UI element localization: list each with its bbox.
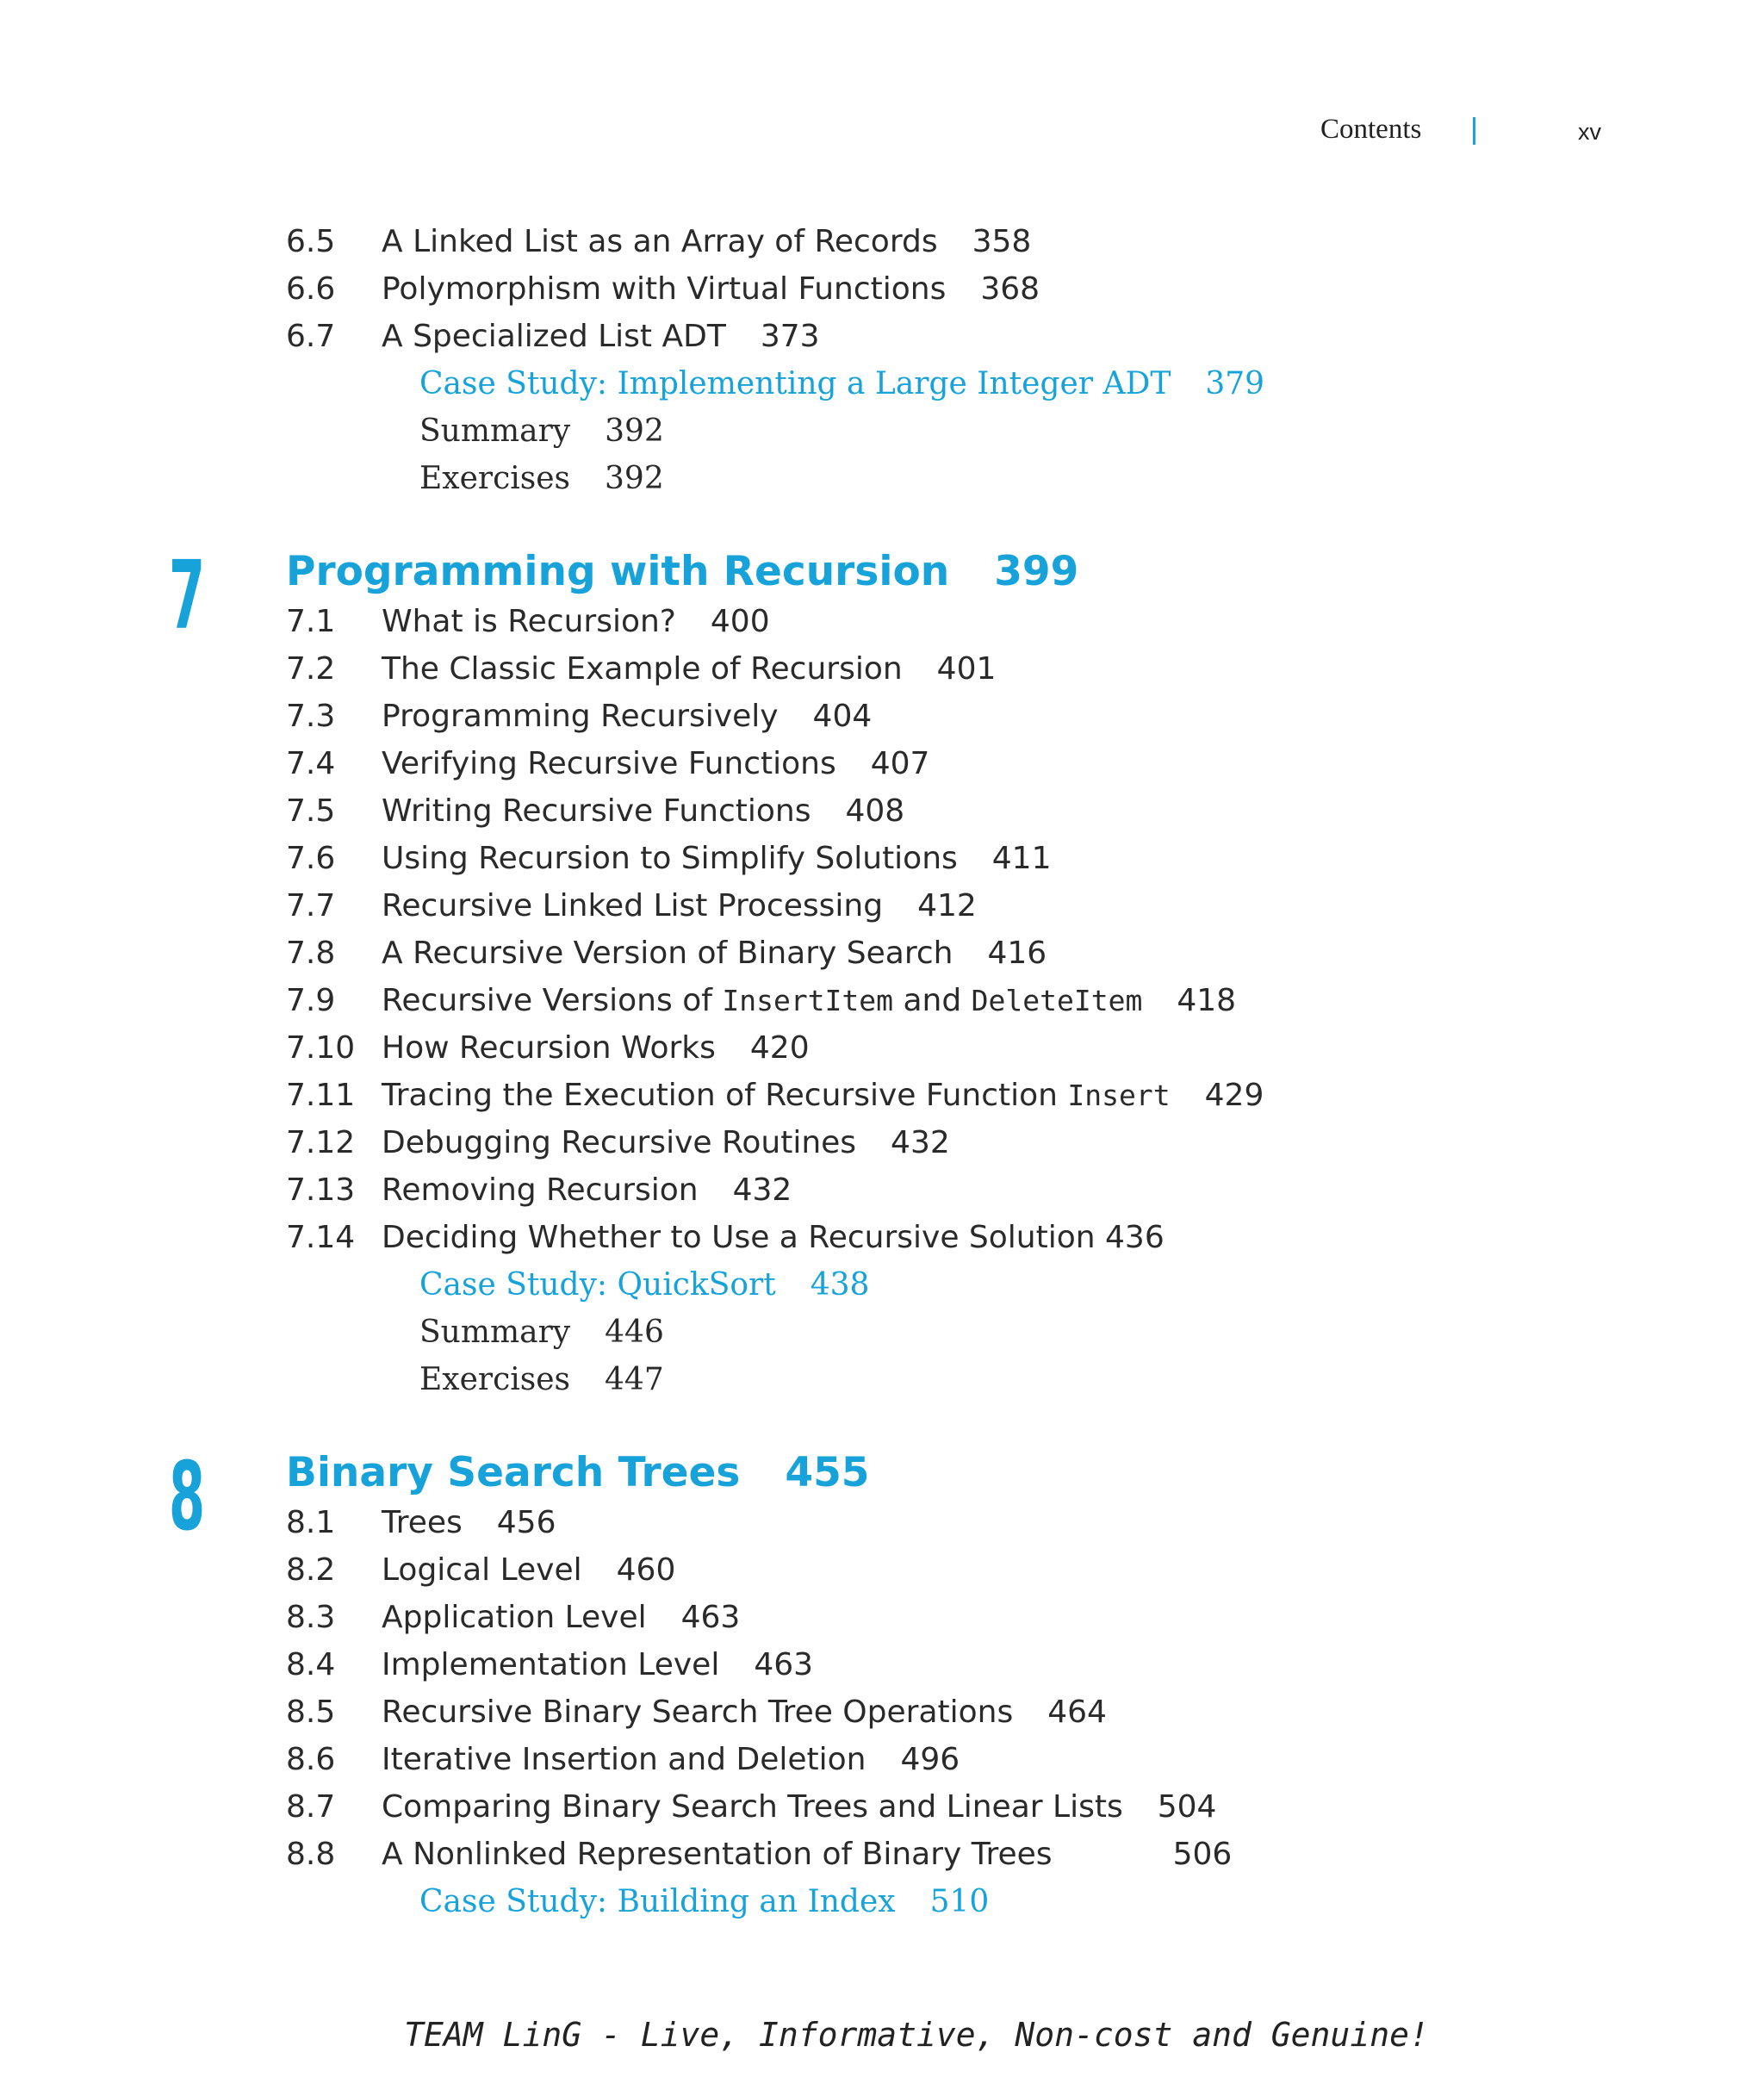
section-title: Iterative Insertion and Deletion [382, 1742, 866, 1777]
section-page: 411 [991, 841, 1052, 876]
section-title: Application Level [382, 1600, 647, 1635]
section-number: 7.8 [286, 936, 336, 971]
section-number: 7.10 [286, 1030, 356, 1066]
section-page: 429 [1204, 1078, 1264, 1113]
section-page: 432 [732, 1172, 792, 1208]
summary-page: 446 [605, 1315, 664, 1350]
chapter-7-number: 7 [169, 540, 206, 650]
section-number: 6.7 [286, 319, 336, 354]
section-number: 7.12 [286, 1125, 356, 1160]
section-title: Logical Level [382, 1552, 582, 1588]
section-title: A Recursive Version of Binary Search [382, 936, 953, 971]
section-page: 418 [1177, 983, 1237, 1018]
section-page: 504 [1157, 1789, 1217, 1825]
section-title: Tracing the Execution of Recursive Function [382, 1078, 1058, 1113]
section-page: 460 [616, 1552, 676, 1588]
section-page: 404 [812, 699, 873, 734]
chapter-page: 399 [994, 548, 1079, 595]
section-title: Deciding Whether to Use a Recursive Solution [382, 1220, 1096, 1255]
section-number: 7.6 [286, 841, 336, 876]
section-title: A Specialized List ADT [382, 319, 726, 354]
section-title: Programming Recursively [382, 699, 779, 734]
summary-title: Summary [419, 1315, 571, 1350]
exercises-page: 447 [605, 1362, 664, 1397]
case-study-page: 438 [810, 1267, 870, 1303]
section-title: How Recursion Works [382, 1030, 716, 1066]
case-study-title: Case Study: Implementing a Large Integer ADT [419, 366, 1171, 401]
section-page: 436 [1105, 1220, 1165, 1255]
section-page: 496 [900, 1742, 960, 1777]
section-number: 8.4 [286, 1647, 336, 1682]
exercises-title: Exercises [419, 461, 571, 496]
section-title: Recursive Versions of [382, 983, 712, 1018]
section-number: 7.3 [286, 699, 336, 734]
section-title: Recursive Binary Search Tree Operations [382, 1695, 1014, 1730]
section-number: 7.2 [286, 651, 336, 687]
section-number: 7.13 [286, 1172, 356, 1208]
section-page: 464 [1047, 1695, 1107, 1730]
section-page: 456 [496, 1505, 556, 1540]
section-title: Recursive Linked List Processing [382, 888, 884, 923]
section-number: 7.14 [286, 1220, 356, 1255]
section-title: Removing Recursion [382, 1172, 699, 1208]
header-label: Contents [1320, 114, 1422, 145]
section-number: 7.4 [286, 746, 336, 781]
code-identifier: InsertItem [722, 984, 894, 1017]
section-title: Polymorphism with Virtual Functions [382, 271, 947, 307]
section-number: 7.11 [286, 1078, 356, 1113]
header-page-number: xv [1578, 119, 1601, 145]
section-page: 463 [680, 1600, 741, 1635]
section-title: Comparing Binary Search Trees and Linear Lists [382, 1789, 1123, 1825]
section-title: Trees [382, 1505, 463, 1540]
section-title: Debugging Recursive Routines [382, 1125, 857, 1160]
section-number: 6.6 [286, 271, 336, 307]
section-page: 368 [980, 271, 1040, 307]
code-identifier: Insert [1067, 1079, 1171, 1112]
section-page: 420 [749, 1030, 810, 1066]
section-number: 6.5 [286, 224, 336, 259]
section-page: 432 [891, 1125, 950, 1160]
section-number: 7.5 [286, 793, 336, 829]
header-divider [1473, 117, 1475, 145]
case-study-title: Case Study: Building an Index [419, 1884, 896, 1919]
case-study-page: 510 [929, 1884, 990, 1919]
chapter-8-heading[interactable] [286, 1447, 870, 1499]
section-title-joiner: and [903, 983, 962, 1018]
section-title: A Linked List as an Array of Records [382, 224, 938, 259]
section-page: 407 [870, 746, 930, 781]
section-page: 416 [987, 936, 1047, 971]
case-study-page: 379 [1205, 366, 1265, 401]
section-number: 7.1 [286, 604, 336, 639]
summary-title: Summary [419, 414, 571, 449]
case-study-title: Case Study: QuickSort [419, 1267, 776, 1303]
chapter-title: Binary Search Trees [286, 1449, 741, 1496]
section-number: 8.3 [286, 1600, 336, 1635]
section-title: Verifying Recursive Functions [382, 746, 836, 781]
section-number: 8.1 [286, 1505, 336, 1540]
section-title: Implementation Level [382, 1647, 720, 1682]
running-header [0, 110, 1764, 162]
section-page: 401 [936, 651, 997, 687]
section-number: 8.5 [286, 1695, 336, 1730]
code-identifier: DeleteItem [971, 984, 1143, 1017]
chapter-title: Programming with Recursion [286, 548, 950, 595]
chapter-7-heading[interactable] [286, 546, 1078, 598]
section-page: 412 [917, 888, 977, 923]
section-title: A Nonlinked Representation of Binary Trees [382, 1837, 1053, 1872]
section-number: 8.8 [286, 1837, 336, 1872]
section-page: 408 [845, 793, 905, 829]
chapter-8-number: 8 [169, 1441, 206, 1552]
footer-text: TEAM LinG - Live, Informative, Non-cost and Genuine! [404, 2016, 1429, 2054]
section-page: 373 [760, 319, 820, 354]
exercises-title: Exercises [419, 1362, 571, 1397]
section-page: 358 [972, 224, 1032, 259]
section-title: Writing Recursive Functions [382, 793, 811, 829]
exercises-page: 392 [605, 461, 664, 496]
section-number: 8.6 [286, 1742, 336, 1777]
section-page: 506 [1172, 1837, 1233, 1872]
section-number: 7.9 [286, 983, 336, 1018]
section-title: Using Recursion to Simplify Solutions [382, 841, 958, 876]
section-title: The Classic Example of Recursion [382, 651, 903, 687]
summary-page: 392 [605, 414, 664, 449]
section-page: 400 [710, 604, 770, 639]
chapter-page: 455 [785, 1449, 870, 1496]
section-title: What is Recursion? [382, 604, 676, 639]
section-number: 8.2 [286, 1552, 336, 1588]
section-number: 8.7 [286, 1789, 336, 1825]
footer-watermark [0, 2016, 1764, 2054]
section-page: 463 [754, 1647, 814, 1682]
section-number: 7.7 [286, 888, 336, 923]
